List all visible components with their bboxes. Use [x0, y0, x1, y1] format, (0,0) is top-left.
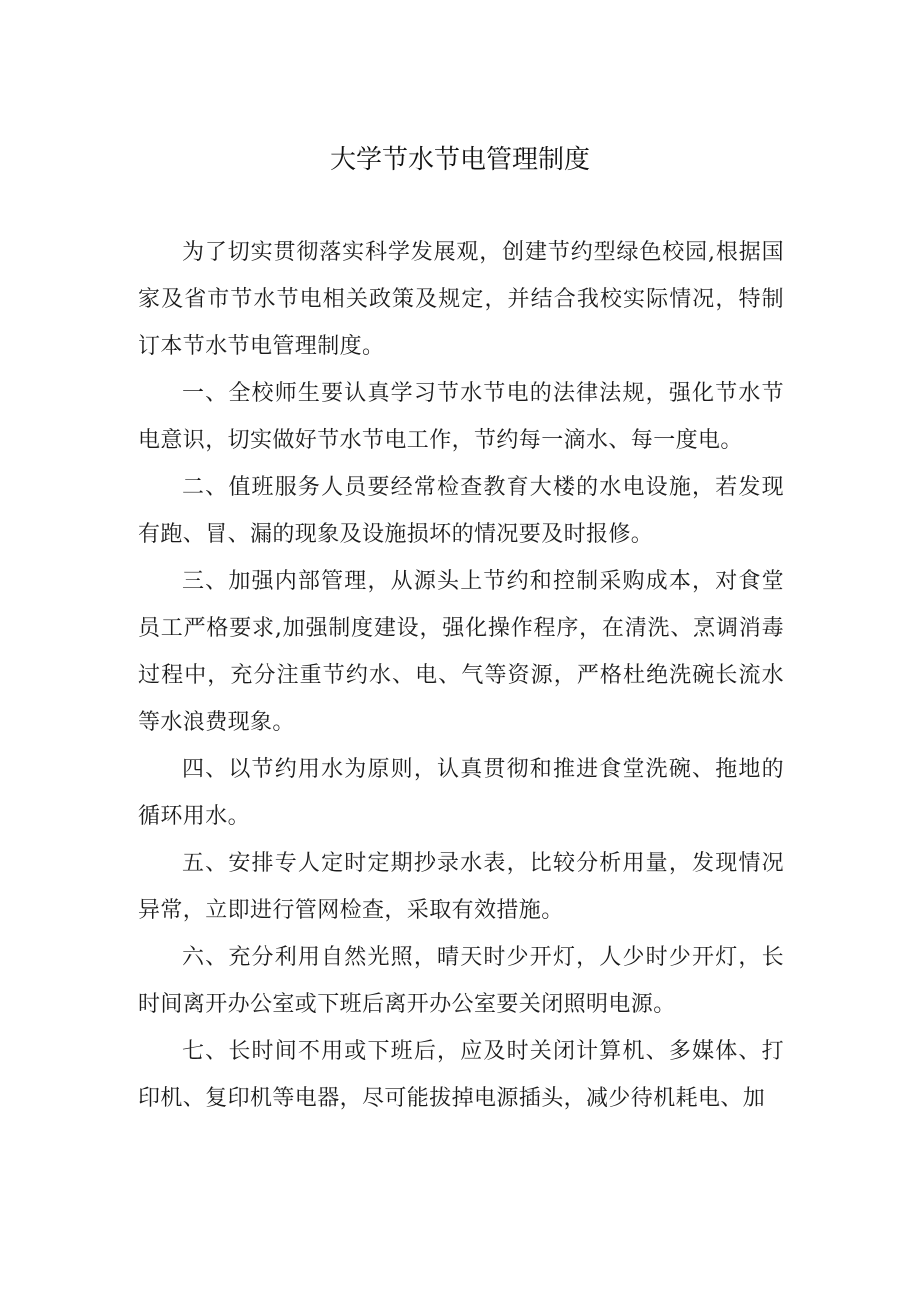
paragraph-item-4: 四、以节约用水为原则，认真贯彻和推进食堂洗碗、拖地的循环用水。	[138, 757, 784, 829]
document-title: 大学节水节电管理制度	[329, 145, 590, 175]
paragraph-item-2: 二、值班服务人员要经常检查教育大楼的水电设施，若发现有跑、冒、漏的现象及设施损坏的情况要及时报修。	[138, 475, 784, 547]
paragraph-item-6: 六、充分利用自然光照，晴天时少开灯，人少时少开灯，长时间离开办公室或下班后离开办公室要关闭照明电源。	[138, 945, 784, 1017]
paragraph-intro: 为了切实贯彻落实科学发展观，创建节约型绿色校园,根据国家及省市节水节电相关政策及规定，并结合我校实际情况，特制订本节水节电管理制度。	[138, 240, 784, 359]
paragraph-item-5: 五、安排专人定时定期抄录水表，比较分析用量，发现情况异常，立即进行管网检查，采取有效措施。	[138, 851, 784, 923]
paragraph-item-3: 三、加强内部管理，从源头上节约和控制采购成本，对食堂员工严格要求,加强制度建设，强化操作程序，在清洗、烹调消毒过程中，充分注重节约水、电、气等资源，严格杜绝洗碗长流水等水浪费现象。	[138, 569, 784, 735]
paragraph-item-7: 七、长时间不用或下班后，应及时关闭计算机、多媒体、打印机、复印机等电器，尽可能拔掉电源插头，减少待机耗电、加	[138, 1039, 784, 1111]
paragraph-item-1: 一、全校师生要认真学习节水节电的法律法规，强化节水节电意识，切实做好节水节电工作，节约每一滴水、每一度电。	[138, 381, 784, 453]
document-body	[138, 229, 784, 1122]
